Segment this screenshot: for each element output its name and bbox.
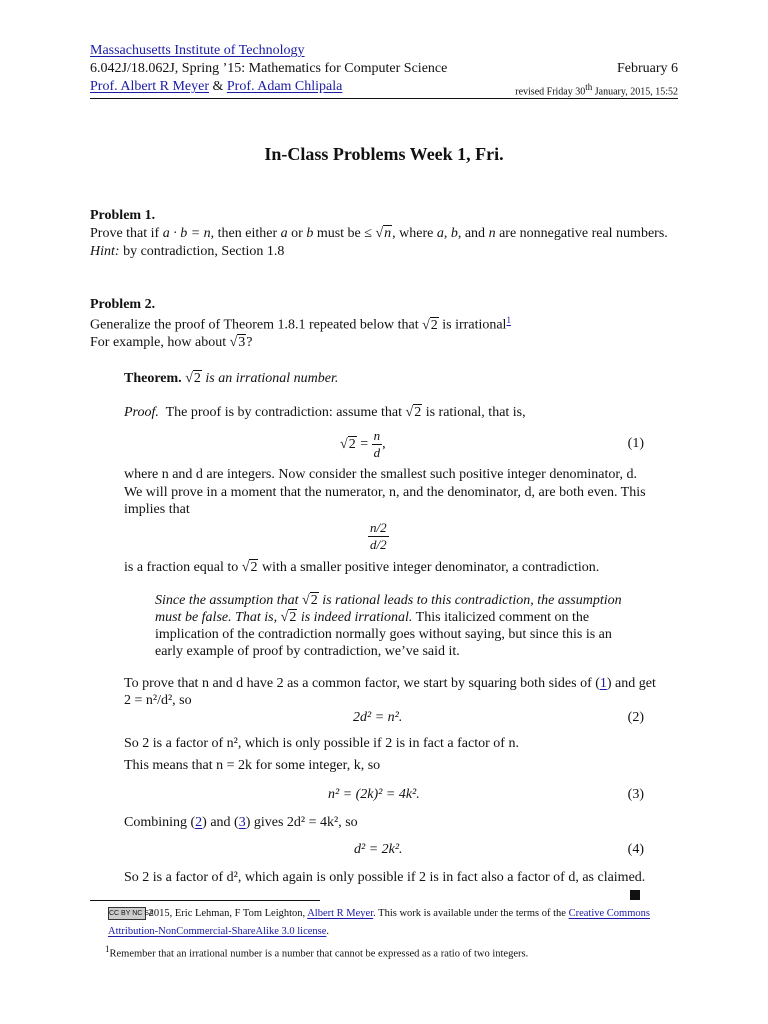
p2-sqrt3-arg: 3 — [238, 335, 246, 350]
equation-1 — [340, 428, 386, 461]
line10-a: Combining ( — [124, 815, 196, 830]
proof-line-3: We will prove in a moment that the numerator, n, and the denominator, d, are both even. This — [124, 485, 646, 500]
equation-2: 2d² = n². — [353, 710, 403, 725]
proof-line-5 — [124, 560, 599, 576]
license-text-a: 2015, Eric Lehman, F Tom Leighton, — [146, 907, 308, 919]
aside-line-3: implication of the contradiction normally goes without saying, but since this is an — [155, 627, 612, 642]
p2-text-d: ? — [246, 335, 253, 350]
eq3-tag: (3) — [627, 787, 644, 802]
aside1-sqrt: √2 — [302, 593, 318, 608]
p1-text-a: Prove that if — [90, 226, 163, 241]
course-title: 6.042J/18.062J, Spring ’15: Mathematics for Computer Science — [90, 61, 448, 76]
footnote-rule — [90, 900, 320, 901]
p2-sqrt2: √2 — [422, 317, 438, 333]
p2-sqrt2-arg: 2 — [430, 317, 438, 333]
half-fraction — [368, 520, 389, 553]
line10-b: ) and ( — [202, 815, 239, 830]
license-period: . — [326, 926, 330, 937]
theorem-sqrt2: √2 — [185, 371, 201, 386]
proof-line-10 — [124, 815, 358, 831]
eq1-comma: , — [382, 436, 386, 452]
p2-text-c: For example, how about — [90, 335, 230, 350]
proof-line-7: 2 = n²/d², so — [124, 693, 192, 708]
theorem-label: Theorem. — [124, 371, 182, 386]
aside-line-4: early example of proof by contradiction, we’ve said it. — [155, 644, 460, 659]
aside2-sqrt-arg: 2 — [289, 610, 297, 625]
hint-text: by contradiction, Section 1.8 — [119, 244, 285, 259]
footnote-mark: 1 — [105, 944, 110, 954]
aside1-a: Since the assumption that — [155, 593, 302, 608]
proof-line-9: This means that n = 2k for some integer, k, so — [124, 758, 381, 773]
aside2-sqrt: √2 — [280, 610, 297, 625]
page-title: In-Class Problems Week 1, Fri. — [264, 144, 504, 164]
p1-var-a2: a — [436, 226, 444, 241]
revised-suffix: January, 2015, 15:52 — [592, 86, 678, 98]
aside1-b: is rational leads to this contradiction, the assumption — [318, 593, 622, 608]
aside2-b: is indeed irrational. — [297, 610, 413, 625]
author-chlipala-link[interactable]: Prof. Adam Chlipala — [226, 79, 343, 94]
proof-sqrt2: √2 — [405, 405, 422, 420]
date-label: February 6 — [616, 61, 678, 76]
footnote-1 — [105, 944, 528, 960]
p1-text-c: or — [287, 226, 307, 241]
p1-math-product: a · b = n — [162, 226, 211, 241]
half-fraction-display — [368, 520, 389, 553]
problem-1-statement — [90, 226, 668, 242]
proof-text-a: The proof is by contradiction: assume that — [165, 405, 406, 420]
theorem-statement — [124, 371, 338, 387]
proof-line-11: So 2 is a factor of d², which again is only possible if 2 is in fact also a factor of d, as claimed. — [124, 870, 646, 885]
footnote-text: Remember that an irrational number is a number that cannot be expressed as a ratio of two integers. — [109, 948, 529, 960]
header-rule — [90, 98, 678, 99]
line6-b: ) and get — [606, 676, 656, 691]
hint-label: Hint: — [90, 244, 120, 259]
problem-1-hint — [90, 244, 284, 260]
proof-line-4: implies that — [124, 502, 190, 517]
p1-text-h: are nonnegative real numbers. — [495, 226, 668, 241]
proof-line-8: So 2 is a factor of n², which is only possible if 2 is in fact a factor of n. — [124, 736, 519, 751]
authors-line — [90, 79, 342, 95]
p1-text-b: , then either — [210, 226, 281, 241]
aside2-a: must be false. That is, — [155, 610, 281, 625]
institution-link[interactable]: Massachusetts Institute of Technology — [90, 43, 305, 58]
proof-intro — [124, 405, 526, 421]
eq1-sqrt-arg: 2 — [348, 436, 356, 452]
half-fraction-num: n/2 — [370, 520, 387, 535]
p2-text-a: Generalize the proof of Theorem 1.8.1 repeated below that — [90, 317, 423, 333]
creative-commons-link[interactable]: Creative Commons — [568, 907, 650, 919]
aside-line-1 — [155, 593, 622, 609]
proof-line5-b: with a smaller positive integer denominator, a contradiction. — [258, 560, 600, 575]
eq2-ref-link[interactable]: 2 — [195, 815, 203, 830]
p1-var-a: a — [280, 226, 288, 241]
cc-license-icon[interactable]: CC BY NC SA — [108, 907, 146, 920]
proof-line-6 — [124, 676, 656, 692]
eq2-tag: (2) — [627, 710, 644, 725]
half-fraction-den: d/2 — [370, 537, 387, 552]
license-author-link[interactable]: Albert R Meyer — [307, 907, 374, 919]
eq1-sqrt: √2 — [340, 436, 356, 452]
proof-line5-sqrt: √2 — [241, 560, 258, 575]
equation-4: d² = 2k². — [354, 842, 403, 857]
proof-text-b: is rational, that is, — [422, 405, 526, 420]
proof-label: Proof. — [124, 405, 159, 420]
problem-2-heading: Problem 2. — [90, 297, 156, 312]
eq1-tag: (1) — [627, 436, 644, 451]
p1-var-b2: b — [450, 226, 458, 241]
p1-text-f: , — [443, 226, 451, 241]
theorem-text: is an irrational number. — [201, 371, 339, 386]
eq1-equals: = — [356, 436, 372, 452]
proof-line5-a: is a fraction equal to — [124, 560, 242, 575]
proof-line5-sqrt-arg: 2 — [250, 560, 258, 575]
theorem-sqrt2-arg: 2 — [193, 371, 201, 386]
p1-var-n: n — [488, 226, 496, 241]
p1-sqrt: √n — [375, 226, 392, 241]
equation-3: n² = (2k)² = 4k². — [328, 787, 420, 802]
eq1-denominator: d — [373, 445, 381, 460]
eq1-fraction — [372, 428, 383, 461]
author-meyer-link[interactable]: Prof. Albert R Meyer — [90, 79, 209, 94]
p1-text-e: , where — [392, 226, 437, 241]
revised-sup: th — [585, 82, 593, 92]
p1-var-b: b — [306, 226, 314, 241]
aside1-sqrt-arg: 2 — [310, 593, 318, 608]
author-separator: & — [212, 79, 224, 94]
aside2-c: This italicized comment on the — [412, 610, 590, 625]
revised-prefix: revised Friday 30 — [515, 86, 586, 98]
p2-sqrt3: √3 — [229, 335, 246, 350]
problem-2-line-2 — [90, 335, 253, 351]
p1-text-g: , and — [457, 226, 489, 241]
p1-text-d: must be ≤ — [313, 226, 376, 241]
proof-sqrt2-arg: 2 — [414, 405, 422, 420]
revised-date — [515, 82, 678, 97]
license-line-1 — [108, 907, 650, 920]
eq1-numerator: n — [373, 428, 381, 443]
eq3-ref-link[interactable]: 3 — [238, 815, 246, 830]
p2-text-b: is irrational — [438, 317, 507, 333]
license-text-b: . This work is available under the terms of the — [373, 907, 569, 919]
license-line-2 — [108, 926, 329, 937]
eq4-tag: (4) — [627, 842, 644, 857]
qed-symbol — [630, 890, 640, 900]
line10-c: ) gives 2d² = 4k², so — [245, 815, 358, 830]
problem-2-line-1 — [90, 315, 511, 334]
aside-line-2 — [155, 610, 589, 626]
proof-line-2: where n and d are integers. Now consider the smallest such positive integer denominator, d. — [124, 467, 638, 482]
license-terms-link[interactable]: Attribution-NonCommercial-ShareAlike 3.0 license — [108, 926, 327, 937]
p1-sqrt-arg: n — [384, 226, 392, 241]
problem-1-heading: Problem 1. — [90, 208, 156, 223]
footnote-ref-link[interactable]: 1 — [506, 315, 511, 325]
line6-a: To prove that n and d have 2 as a common factor, we start by squaring both sides of ( — [124, 676, 600, 691]
eq1-ref-link[interactable]: 1 — [599, 676, 607, 691]
